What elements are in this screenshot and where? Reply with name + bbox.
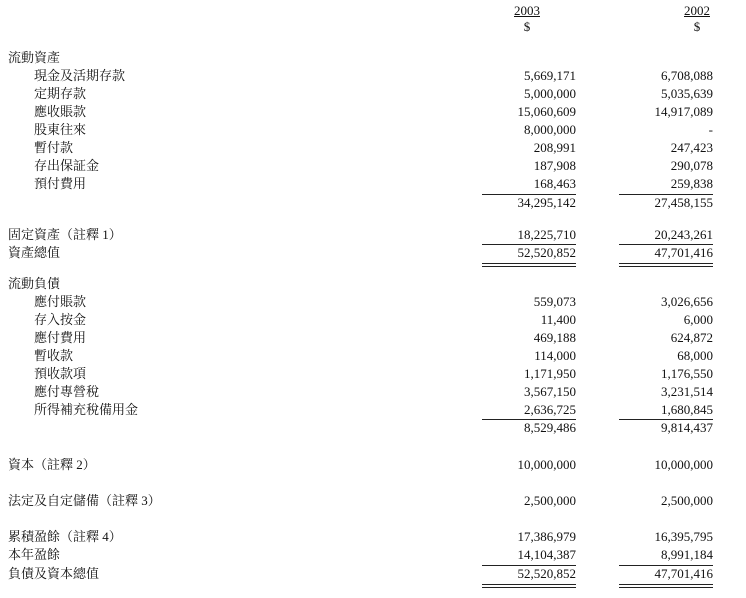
- row-accrued: [0, 329, 746, 347]
- value-2003: 168,463: [533, 176, 576, 191]
- value-2003: 5,000,000: [524, 86, 576, 101]
- value-2003: 5,669,171: [524, 68, 576, 83]
- value-2002: 1,680,845: [661, 402, 713, 417]
- value-2002: 47,701,416: [654, 566, 713, 581]
- value-2003: 8,529,486: [524, 420, 576, 435]
- row-label: 本年盈餘: [8, 547, 61, 562]
- value-2003: 1,171,950: [524, 366, 576, 381]
- row-label: 應付專營稅: [34, 384, 100, 399]
- value-2003: 3,567,150: [524, 384, 576, 399]
- value-2003: 34,295,142: [517, 195, 576, 210]
- row-label: 暫付款: [34, 140, 74, 155]
- value-2002: 47,701,416: [654, 245, 713, 260]
- total-double-rule: [482, 584, 576, 585]
- row-label: 資產總值: [8, 245, 61, 260]
- value-2003: 18,225,710: [517, 227, 576, 242]
- row-shareholder: [0, 121, 746, 139]
- value-2003: 52,520,852: [517, 245, 576, 260]
- value-2002: 16,395,795: [654, 529, 713, 544]
- value-2002: 624,872: [670, 330, 713, 345]
- total-double-rule: [619, 587, 713, 588]
- row-label: 存入按金: [34, 312, 87, 327]
- row-reserves: [0, 492, 746, 510]
- value-2003: 469,188: [533, 330, 576, 345]
- row-current-liabilities: [0, 275, 746, 293]
- row-retained-earnings: [0, 528, 746, 546]
- row-total-liabilities-capital: [0, 565, 746, 583]
- row-label: 暫收款: [34, 348, 74, 363]
- row-deposits-received: [0, 311, 746, 329]
- header-year-2002: 2002: [684, 3, 710, 18]
- row-receipts-in-advance: [0, 365, 746, 383]
- row-label: 資本（註釋 2）: [8, 457, 96, 472]
- value-2002: 247,423: [670, 140, 713, 155]
- row-receivables: [0, 103, 746, 121]
- row-income-tax-provision: [0, 401, 746, 419]
- value-2003: 52,520,852: [517, 566, 576, 581]
- value-2003: 559,073: [533, 294, 576, 309]
- value-2002: 68,000: [677, 348, 713, 363]
- value-2003: 10,000,000: [517, 457, 576, 472]
- value-2002: -: [708, 122, 713, 137]
- value-2002: 14,917,089: [654, 104, 713, 119]
- row-label: 預收款項: [34, 366, 87, 381]
- row-advances: [0, 139, 746, 157]
- value-2003: 2,636,725: [524, 402, 576, 417]
- row-label: 所得補充稅備用金: [34, 402, 139, 417]
- row-total-assets: [0, 244, 746, 262]
- row-deposits-paid: [0, 157, 746, 175]
- value-2003: 17,386,979: [517, 529, 576, 544]
- value-2003: 8,000,000: [524, 122, 576, 137]
- row-current-assets-total: [0, 194, 746, 212]
- row-prepaid: [0, 175, 746, 193]
- value-2003: 114,000: [534, 348, 576, 363]
- value-2002: 3,231,514: [661, 384, 713, 399]
- row-capital: [0, 456, 746, 474]
- value-2003: 15,060,609: [517, 104, 576, 119]
- row-label: 負債及資本總值: [8, 566, 100, 581]
- row-fixed-deposit: [0, 85, 746, 103]
- row-label: 應付賬款: [34, 294, 87, 309]
- total-double-rule: [482, 263, 576, 264]
- total-double-rule: [482, 266, 576, 267]
- value-2002: 259,838: [670, 176, 713, 191]
- total-double-rule: [619, 266, 713, 267]
- row-label: 存出保証金: [34, 158, 100, 173]
- row-label: 股東往來: [34, 122, 87, 137]
- value-2002: 6,000: [683, 312, 713, 327]
- value-2002: 10,000,000: [654, 457, 713, 472]
- total-double-rule: [619, 263, 713, 264]
- header-unit-2002: $: [693, 19, 701, 34]
- value-2003: 11,400: [540, 312, 576, 327]
- row-label: 固定資產（註釋 1）: [8, 227, 122, 242]
- value-2002: 2,500,000: [661, 493, 713, 508]
- row-label: 應付費用: [34, 330, 87, 345]
- value-2002: 27,458,155: [654, 195, 713, 210]
- total-double-rule: [482, 587, 576, 588]
- row-current-assets: [0, 49, 746, 67]
- value-2002: 9,814,437: [661, 420, 713, 435]
- header-unit-2003: $: [523, 19, 531, 34]
- row-payables: [0, 293, 746, 311]
- value-2002: 290,078: [670, 158, 713, 173]
- value-2002: 1,176,550: [661, 366, 713, 381]
- row-label: 預付費用: [34, 176, 87, 191]
- row-fixed-assets: [0, 226, 746, 244]
- row-cash: [0, 67, 746, 85]
- value-2002: 8,991,184: [661, 547, 713, 562]
- row-label: 流動負債: [8, 276, 61, 291]
- row-label: 法定及自定儲備（註釋 3）: [8, 493, 161, 508]
- value-2002: 5,035,639: [661, 86, 713, 101]
- row-current-liabilities-total: [0, 419, 746, 437]
- value-2003: 208,991: [533, 140, 576, 155]
- row-label: 現金及活期存款: [34, 68, 126, 83]
- row-current-year-profit: [0, 546, 746, 564]
- row-label: 累積盈餘（註釋 4）: [8, 529, 122, 544]
- row-label: 流動資產: [8, 50, 61, 65]
- row-business-tax: [0, 383, 746, 401]
- value-2002: 3,026,656: [661, 294, 713, 309]
- value-2002: 20,243,261: [654, 227, 713, 242]
- value-2003: 2,500,000: [524, 493, 576, 508]
- row-temp-receipts: [0, 347, 746, 365]
- total-double-rule: [619, 584, 713, 585]
- value-2002: 6,708,088: [661, 68, 713, 83]
- value-2003: 187,908: [533, 158, 576, 173]
- row-label: 應收賬款: [34, 104, 87, 119]
- header-year-2003: 2003: [514, 3, 540, 18]
- value-2003: 14,104,387: [517, 547, 576, 562]
- row-label: 定期存款: [34, 86, 87, 101]
